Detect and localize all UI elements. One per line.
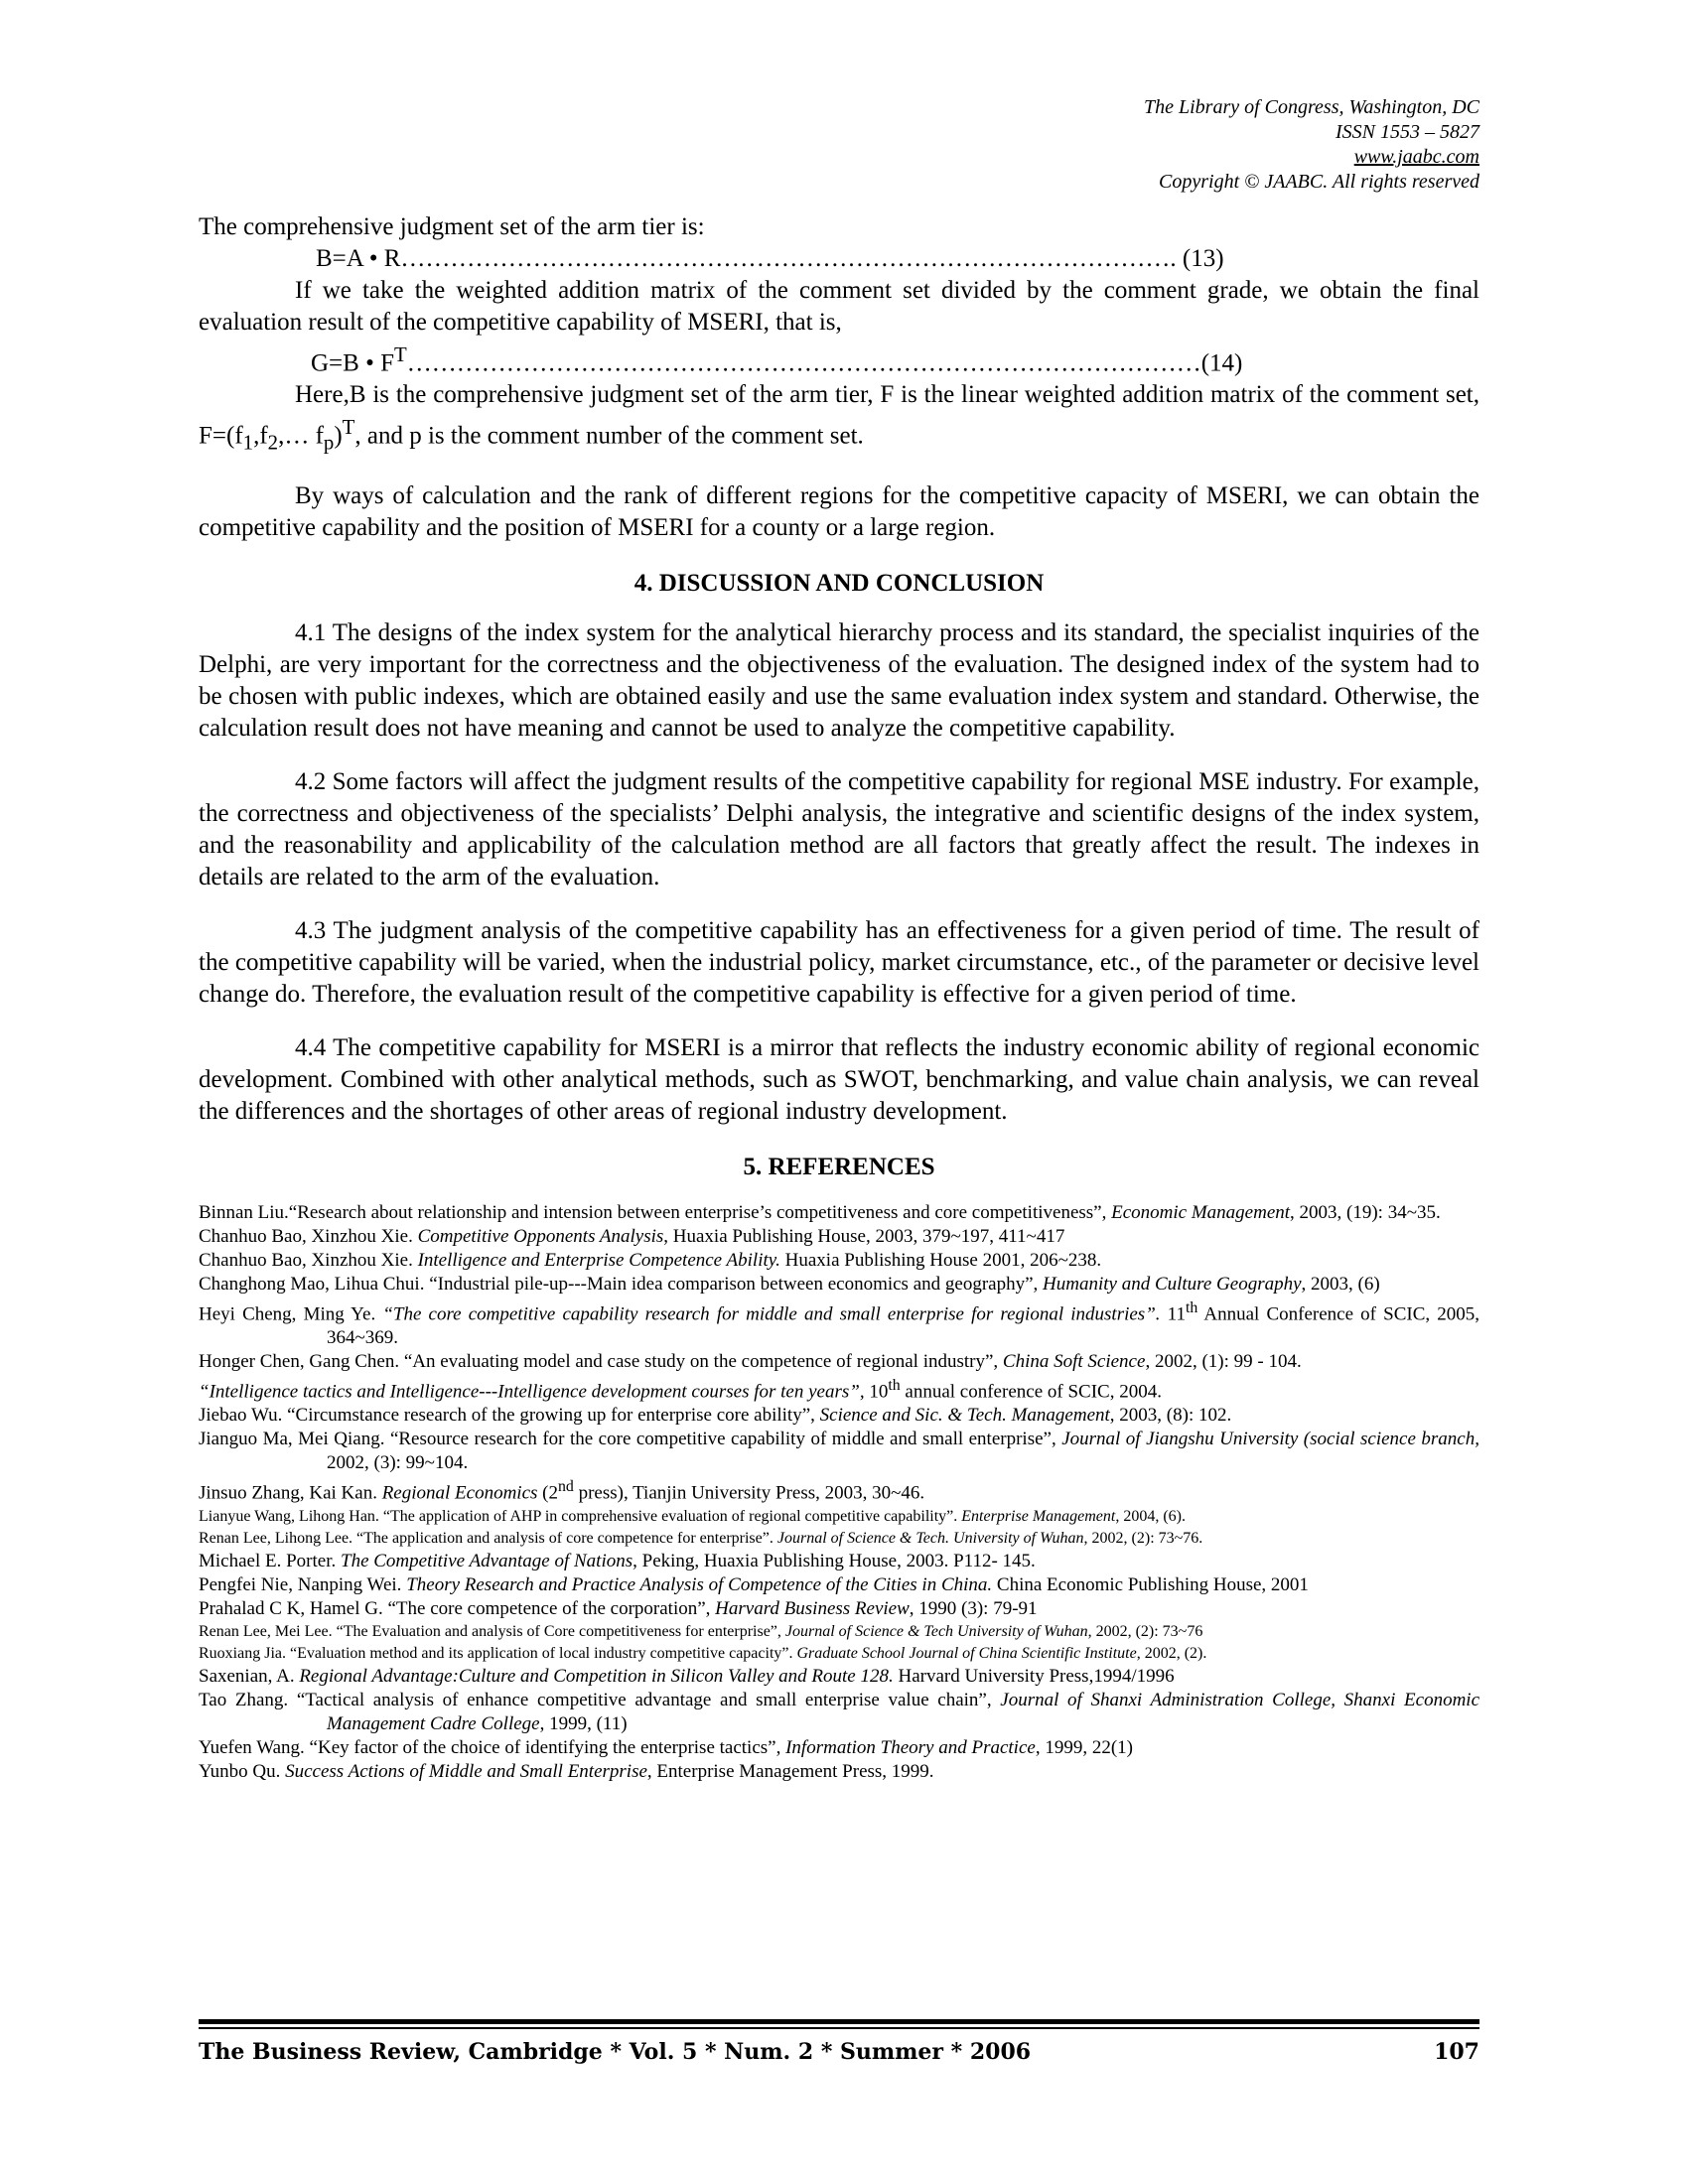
reference-item [199, 1597, 1479, 1621]
reference-item [199, 1760, 1479, 1784]
reference-part-b: , 2002, (2): 73~76. [1083, 1529, 1203, 1547]
reference-part-b: , Huaxia Publishing House, 2003, 379~197, 411~417 [663, 1225, 1065, 1247]
reference-part-a: Lianyue Wang, Lihong Han. “The application of AHP in comprehensive evaluation of regional competitive capability”. [199, 1507, 962, 1525]
reference-part-a: Renan Lee, Lihong Lee. “The application and analysis of core competence for enterprise”. [199, 1529, 777, 1547]
reference-part-a: Jianguo Ma, Mei Qiang. “Resource research for the core competitive capability of middle and small enterprise”, [199, 1429, 1062, 1450]
reference-part-a: Renan Lee, Mei Lee. “The Evaluation and analysis of Core competitiveness for enterprise”, [199, 1622, 785, 1640]
reference-part-a: Ruoxiang Jia. “Evaluation method and its application of local industry competitive capacity”. [199, 1644, 797, 1662]
equation-13-leader: …………………………………………………………………………………. [400, 245, 1183, 272]
footer-rule-thick [199, 2019, 1479, 2024]
header-library: The Library of Congress, Washington, DC [1143, 96, 1479, 118]
reference-part-i: Economic Management [1111, 1201, 1291, 1223]
here-text-a: Here,B is the comprehensive judgment set of the arm tier, F is the linear weighted addition matrix of the comment set, F=(f [199, 381, 1479, 450]
reference-part-b: 2002, (3): 99~104. [327, 1452, 469, 1474]
reference-part-i: Journal of Jiangshu University (social science branch, [1061, 1429, 1479, 1450]
reference-part-c: Annual Conference of SCIC, 2005, 364~369. [327, 1302, 1480, 1348]
reference-part-b: , Enterprise Management Press, 1999. [646, 1760, 934, 1782]
reference-part-b: 10 [864, 1381, 889, 1403]
reference-part-i: Science and Sic. & Tech. Management [819, 1405, 1110, 1427]
reference-part-b: , 2003, (19): 34~35. [1290, 1201, 1441, 1223]
reference-part-c: press), Tianjin University Press, 2003, 30~46. [573, 1482, 925, 1504]
equation-14-lhs: G=B • F [311, 349, 394, 377]
reference-part-i: Graduate School Journal of China Scientific Institute [796, 1644, 1137, 1662]
reference-part-i: Journal of Science & Tech. University of Wuhan [776, 1529, 1084, 1547]
reference-part-b: , 1990 (3): 79-91 [909, 1597, 1038, 1619]
reference-part-i: The Competitive Advantage of Nations [341, 1550, 633, 1571]
paragraph-4-1: 4.1 The designs of the index system for the analytical hierarchy process and its standard, the specialist inquiries of the Delphi, are very important for the correctness and the objectiveness of the evaluation. The designed index of the system had to be chosen with public indexes, which are obtained easily and use the same evaluation index system and standard. Otherwise, the calculation result does not have meaning and cannot be used to analyze the competitive capability. [199, 618, 1479, 742]
reference-part-i: Humanity and Culture Geography [1043, 1273, 1302, 1295]
reference-part-sup: th [1185, 1298, 1198, 1316]
reference-part-a: Chanhuo Bao, Xinzhou Xie. [199, 1225, 418, 1247]
reference-item [199, 1475, 1479, 1505]
reference-item [199, 1643, 1479, 1665]
reference-item [199, 1350, 1479, 1374]
reference-part-a: Yunbo Qu. [199, 1760, 286, 1782]
running-header [1144, 95, 1479, 195]
reference-item [199, 1689, 1479, 1736]
reference-list [199, 1201, 1479, 1784]
here-sub-1: 1 [242, 430, 254, 455]
section-4-heading: 4. DISCUSSION AND CONCLUSION [633, 569, 1045, 597]
article-body [199, 211, 1479, 1784]
section-5-heading: 5. REFERENCES [743, 1153, 935, 1180]
reference-part-a: Prahalad C K, Hamel G. “The core competence of the corporation”, [199, 1597, 716, 1619]
reference-part-b: , 1999, (11) [539, 1712, 628, 1734]
equation-13-lhs: B=A • R [316, 245, 401, 272]
here-sub-p: p [323, 430, 335, 455]
reference-part-i: Journal of Shanxi Administration College, Shanxi Economic Management Cadre College [327, 1689, 1479, 1734]
footer-page-number: 107 [1434, 2039, 1479, 2065]
reference-part-b: , Peking, Huaxia Publishing House, 2003. P112- 145. [633, 1550, 1036, 1571]
paragraph-here [199, 379, 1479, 458]
header-website-link[interactable]: www.jaabc.com [1353, 146, 1479, 168]
intro-line: The comprehensive judgment set of the arm tier is: [199, 213, 705, 240]
reference-item [199, 1404, 1479, 1428]
reference-item [199, 1201, 1479, 1225]
reference-part-a: Honger Chen, Gang Chen. “An evaluating model and case study on the competence of regional industry”, [199, 1350, 1003, 1372]
equation-14 [199, 339, 1479, 379]
paragraph-4-4: 4.4 The competitive capability for MSERI is a mirror that reflects the industry economic ability of regional economic development. Combined with other analytical methods, such as SWOT, benchmarking, and value chain analysis, we can reveal the differences and the shortages of other areas of regional industry development. [199, 1033, 1479, 1125]
reference-part-b: , 2003, (6) [1301, 1273, 1380, 1295]
here-text-d: ) [334, 422, 343, 450]
reference-part-i: Success Actions of Middle and Small Enterprise [285, 1760, 647, 1782]
reference-item [199, 1550, 1479, 1573]
paragraph-4-2: 4.2 Some factors will affect the judgment results of the competitive capability for regional MSE industry. For example, the correctness and objectiveness of the specialists’ Delphi analysis, the integrative and scientific designs of the index system, and the reasonability and applicability of the calculation method are all factors that greatly affect the result. The indexes in details are related to the arm of the evaluation. [199, 767, 1479, 890]
reference-part-a: Jinsuo Zhang, Kai Kan. [199, 1482, 382, 1504]
reference-part-b: , 1999, 22(1) [1035, 1736, 1133, 1758]
reference-part-i: Enterprise Management [961, 1507, 1116, 1525]
reference-part-a: Heyi Cheng, Ming Ye. [199, 1302, 383, 1324]
reference-part-a: Jiebao Wu. “Circumstance research of the growing up for enterprise core ability”, [199, 1405, 820, 1427]
reference-part-a: Saxenian, A. [199, 1665, 300, 1687]
equation-13-number: (13) [1182, 245, 1224, 272]
reference-item [199, 1273, 1479, 1297]
here-text-e: , and p is the comment number of the comment set. [354, 422, 864, 450]
reference-item [199, 1374, 1479, 1404]
reference-part-i: “Intelligence tactics and Intelligence---Intelligence development courses for ten years”, [199, 1381, 865, 1403]
equation-14-number: (14) [1200, 349, 1243, 377]
here-text-c: ,… f [278, 422, 324, 450]
header-copyright: Copyright © JAABC. All rights reserved [1159, 171, 1479, 193]
equation-14-superscript: T [393, 342, 407, 366]
reference-item [199, 1428, 1479, 1475]
reference-part-b: Huaxia Publishing House 2001, 206~238. [779, 1249, 1102, 1271]
reference-part-a: Tao Zhang. “Tactical analysis of enhance competitive advantage and small enterprise value chain”, [199, 1689, 1001, 1710]
equation-13 [199, 243, 1479, 275]
footer-journal-info: The Business Review, Cambridge * Vol. 5 * Num. 2 * Summer * 2006 [199, 2039, 1032, 2065]
paragraph-4-3: 4.3 The judgment analysis of the competitive capability has an effectiveness for a given period of time. The result of the competitive capability will be varied, when the industrial policy, market circumstance, etc., of the parameter or decisive level change do. Therefore, the evaluation result of the competitive capability is effective for a given period of time. [199, 916, 1479, 1008]
reference-part-b: , 2003, (8): 102. [1109, 1405, 1232, 1427]
reference-part-i: Theory Research and Practice Analysis of Competence of the Cities in China. [406, 1573, 993, 1595]
reference-part-b: , 2004, (6). [1115, 1507, 1186, 1525]
reference-item [199, 1528, 1479, 1550]
reference-part-a: Yuefen Wang. “Key factor of the choice of identifying the enterprise tactics”, [199, 1736, 786, 1758]
paragraph-weighted: If we take the weighted addition matrix of the comment set divided by the comment grade, we obtain the final evaluation result of the competitive capability of MSERI, that is, [199, 277, 1479, 336]
reference-part-a: Michael E. Porter. [199, 1550, 341, 1571]
equation-14-leader: …………………………………………………………………………………… [406, 349, 1201, 377]
reference-item [199, 1621, 1479, 1643]
reference-part-b: Harvard University Press,1994/1996 [893, 1665, 1175, 1687]
reference-part-i: Regional Economics [381, 1482, 538, 1504]
reference-part-i: Regional Advantage:Culture and Competition in Silicon Valley and Route 128. [299, 1665, 894, 1687]
reference-part-i: Intelligence and Enterprise Competence Ability. [417, 1249, 780, 1271]
reference-part-sup: nd [558, 1478, 574, 1496]
reference-part-sup: th [888, 1376, 901, 1394]
reference-part-b: 11 [1160, 1302, 1186, 1324]
reference-part-i: Information Theory and Practice [785, 1736, 1036, 1758]
reference-item [199, 1249, 1479, 1273]
reference-item [199, 1573, 1479, 1597]
here-text-b: ,f [253, 422, 268, 450]
reference-part-b: , 2002, (2): 73~76 [1087, 1622, 1203, 1640]
reference-part-a: Binnan Liu.“Research about relationship and intension between enterprise’s competitiveness and core competitiveness”, [199, 1201, 1112, 1223]
here-sup-t: T [342, 415, 355, 440]
reference-part-a: Pengfei Nie, Nanping Wei. [199, 1573, 407, 1595]
reference-item [199, 1665, 1479, 1689]
reference-part-i: Competitive Opponents Analysis [417, 1225, 664, 1247]
reference-item [199, 1297, 1479, 1350]
reference-part-b: , 2002, (1): 99 - 104. [1145, 1350, 1302, 1372]
reference-item [199, 1506, 1479, 1528]
paragraph-calculation: By ways of calculation and the rank of different regions for the competitive capacity of MSERI, we can obtain the competitive capability and the position of MSERI for a county or a large region. [199, 481, 1479, 541]
reference-part-b: (2 [537, 1482, 558, 1504]
reference-item [199, 1736, 1479, 1760]
header-issn: ISSN 1553 – 5827 [1336, 121, 1479, 143]
here-sub-2: 2 [267, 430, 279, 455]
reference-part-a: Changhong Mao, Lihua Chui. “Industrial pile-up---Main idea comparison between economics and geography”, [199, 1273, 1044, 1295]
reference-part-b: , 2002, (2). [1136, 1644, 1207, 1662]
footer-rule-thin [199, 2027, 1479, 2029]
reference-part-a: Chanhuo Bao, Xinzhou Xie. [199, 1249, 418, 1271]
reference-part-b: China Economic Publishing House, 2001 [992, 1573, 1309, 1595]
reference-part-c: annual conference of SCIC, 2004. [900, 1381, 1162, 1403]
reference-part-i: Harvard Business Review [715, 1597, 910, 1619]
reference-part-i: China Soft Science [1002, 1350, 1146, 1372]
reference-part-i: “The core competitive capability research for middle and small enterprise for regional industries”. [382, 1302, 1161, 1324]
reference-part-i: Journal of Science & Tech University of Wuhan [784, 1622, 1088, 1640]
reference-item [199, 1225, 1479, 1249]
